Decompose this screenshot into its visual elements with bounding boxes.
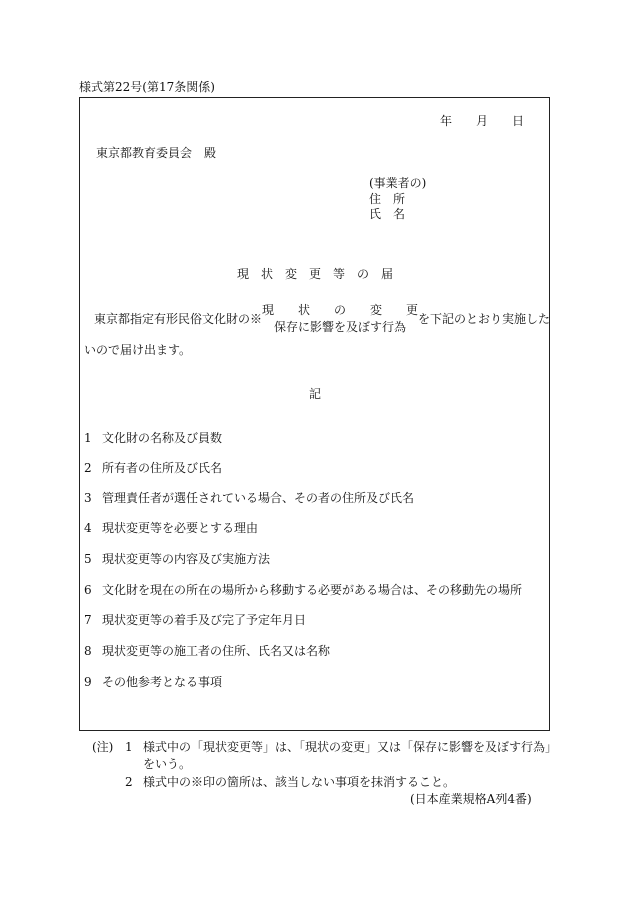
list-item: 8 現状変更等の施工者の住所、氏名又は名称: [84, 644, 331, 658]
list-item: 2 所有者の住所及び氏名: [84, 461, 223, 475]
body-prefix: 東京都指定有形民俗文化財の※: [94, 312, 263, 326]
list-item: 1 文化財の名称及び員数: [84, 431, 223, 445]
body-line-2: いので届け出ます。: [84, 343, 192, 357]
list-item: 5 現状変更等の内容及び実施方法: [84, 552, 271, 566]
note-1-number: 1: [125, 740, 133, 754]
note-1-line-2: をいう。: [143, 757, 192, 771]
date-month: 月: [476, 114, 489, 128]
body-options: [262, 302, 418, 336]
list-item: 9 その他参考となる事項: [84, 675, 223, 689]
form-number: 様式第22号(第17条関係): [79, 80, 215, 94]
applicant-address-label: 住 所: [369, 192, 406, 206]
list-item: 3 管理責任者が選任されている場合、その者の住所及び氏名: [84, 491, 415, 505]
note-2-text: 様式中の※印の箇所は、該当しない事項を抹消すること。: [143, 775, 456, 789]
addressee: 東京都教育委員会 殿: [96, 146, 217, 160]
date-line: [440, 115, 524, 127]
body-suffix: を下記のとおり実施した: [418, 312, 551, 326]
note-1-line-1: 様式中の「現状変更等」は、「現状の変更」又は「保存に影響を及ぼす行為」: [143, 740, 558, 754]
date-year: 年: [440, 114, 453, 128]
ki-heading: 記: [309, 387, 322, 401]
list-item: 7 現状変更等の着手及び完了予定年月日: [84, 613, 307, 627]
body-option-2: 保存に影響を及ぼす行為: [274, 320, 407, 334]
note-2-number: 2: [125, 775, 133, 789]
list-item: 4 現状変更等を必要とする理由: [84, 521, 259, 535]
date-day: 日: [512, 114, 525, 128]
body-sentence: [94, 302, 550, 336]
list-item: 6 文化財を現在の所在の場所から移動する必要がある場合は、その移動先の場所: [84, 583, 523, 597]
body-option-1: 現 状 の 変 更: [262, 303, 419, 317]
paper-standard: (日本産業規格A列4番): [410, 792, 532, 806]
document-title: 現 状 変 更 等 の 届: [237, 267, 394, 281]
applicant-name-label: 氏 名: [369, 207, 406, 221]
applicant-heading: (事業者の): [369, 176, 427, 190]
form-box: [79, 97, 550, 731]
notes-label: (注): [92, 740, 114, 754]
